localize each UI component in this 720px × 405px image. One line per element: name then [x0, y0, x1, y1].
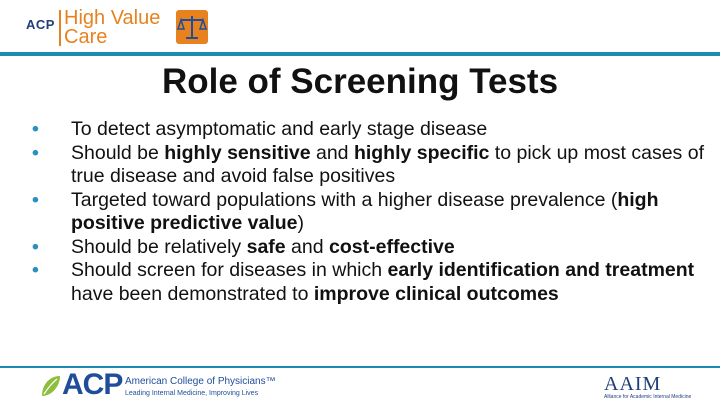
bullet-emphasis-text: highly sensitive	[164, 141, 311, 164]
acp-footer-abbrev: ACP	[62, 368, 123, 401]
bullet-text: Should screen for diseases in which	[71, 259, 388, 281]
bullet-text: and	[285, 235, 330, 258]
scale-of-justice-icon	[172, 8, 212, 48]
logo-line-2: Care	[64, 26, 108, 48]
bullet-emphasis-text: cost-effective	[329, 235, 455, 258]
bullet-dot: •	[32, 141, 39, 164]
aaim-footer-logo	[600, 373, 710, 403]
high-value-care-logo	[22, 8, 222, 48]
bullet-item	[30, 259, 710, 306]
acp-logo-text: ACP	[26, 17, 55, 32]
bullet-emphasis-text: improve clinical outcomes	[313, 282, 559, 305]
bullet-dot: •	[32, 188, 39, 211]
bullet-item	[30, 189, 710, 236]
bullet-text: Should be	[71, 141, 165, 164]
leaf-icon	[40, 374, 62, 398]
logo-divider	[59, 10, 61, 46]
logo-line-1: High Value	[64, 7, 161, 29]
bullet-item	[30, 118, 710, 142]
bullet-dot: •	[32, 235, 39, 258]
bullet-dot: •	[32, 118, 39, 140]
bullet-text: )	[297, 212, 305, 234]
aaim-abbrev: AAIM	[604, 373, 662, 395]
bullet-emphasis-text: highly specific	[353, 141, 490, 164]
bullet-emphasis-text: high positive predictive value	[71, 188, 659, 234]
acp-footer-tagline: Leading Internal Medicine, Improving Lives	[125, 390, 259, 397]
aaim-subtitle: Alliance for Academic Internal Medicine	[604, 394, 692, 400]
bullet-emphasis-text: early identification and treatment	[387, 259, 695, 281]
bullet-text: To detect asymptomatic and early stage disease	[71, 118, 488, 140]
bullet-emphasis-text: safe	[246, 235, 286, 258]
bullet-text: to pick up most cases of true disease and avoid false positives	[71, 141, 704, 187]
bullet-text: have been demonstrated to	[71, 282, 314, 305]
slide-title: Role of Screening Tests	[161, 62, 559, 101]
bullet-item	[30, 142, 710, 189]
bullet-item	[30, 236, 710, 260]
bullet-text: Targeted toward populations with a higher disease prevalence (	[71, 188, 618, 211]
header-rule	[0, 52, 720, 56]
bullet-text: and	[310, 141, 354, 164]
bullet-dot: •	[32, 259, 39, 281]
bullet-list	[30, 118, 710, 306]
acp-footer-logo	[40, 368, 280, 402]
acp-footer-name: American College of Physicians™	[125, 376, 276, 387]
bullet-text: Should be relatively	[71, 235, 247, 258]
